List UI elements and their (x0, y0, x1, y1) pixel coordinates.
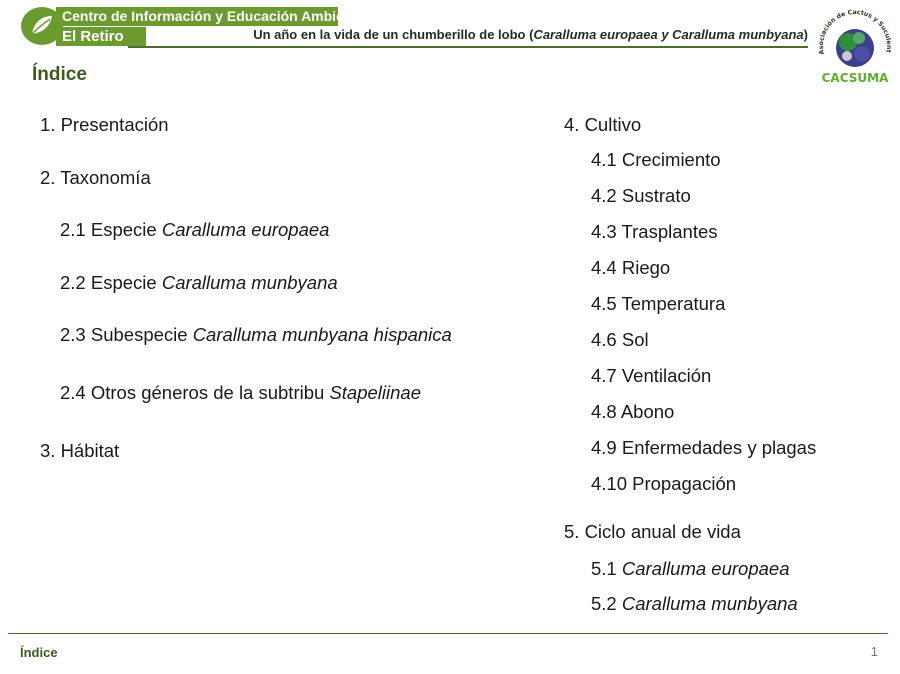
toc-item-2-3: 2.3 Subespecie Caralluma munbyana hispanica (60, 324, 452, 345)
toc-item-4-8: 4.8 Abono (591, 401, 675, 422)
toc-item-4-2: 4.2 Sustrato (591, 185, 691, 206)
toc-item-4: 4. Cultivo (564, 114, 642, 135)
toc-item-5: 5. Ciclo anual de vida (564, 521, 741, 542)
toc-item-2-4: 2.4 Otros géneros de la subtribu Stapeliinae (60, 382, 421, 403)
toc-item-2-2: 2.2 Especie Caralluma munbyana (60, 272, 338, 293)
logo-line-1: Centro de Información y Educación Ambiental (56, 7, 338, 26)
toc-item-2: 2. Taxonomía (40, 167, 151, 188)
cacsuma-logo (812, 4, 896, 88)
logo-line-2: El Retiro (56, 27, 146, 46)
toc-item-4-10: 4.10 Propagación (591, 473, 737, 494)
toc-item-5-2: 5.2 Caralluma munbyana (591, 593, 798, 614)
toc-item-1: 1. Presentación (40, 114, 169, 135)
presentation-subtitle: Un año en la vida de un chumberillo de lobo (Caralluma europaea y Caralluma munbyana) (253, 27, 808, 42)
toc-item-5-1: 5.1 Caralluma europaea (591, 558, 790, 579)
toc-item-4-9: 4.9 Enfermedades y plagas (591, 437, 817, 458)
toc-item-4-1: 4.1 Crecimiento (591, 149, 721, 170)
toc-item-4-6: 4.6 Sol (591, 329, 649, 350)
cacsuma-name: CACSUMA (821, 71, 889, 85)
toc-item-4-3: 4.3 Trasplantes (591, 221, 718, 242)
toc-item-4-5: 4.5 Temperatura (591, 293, 726, 314)
toc-item-4-7: 4.7 Ventilación (591, 365, 712, 386)
page-number: 1 (870, 644, 878, 659)
toc-item-4-4: 4.4 Riego (591, 257, 671, 278)
succulent-logo-icon (812, 4, 896, 88)
footer-divider (8, 633, 888, 634)
toc-item-3: 3. Hábitat (40, 440, 120, 461)
svg-text:Asociación de Cactus y Suculen: Asociación de Cactus y Suculent (817, 9, 893, 55)
header-divider (128, 46, 808, 48)
toc-item-2-1: 2.1 Especie Caralluma europaea (60, 219, 330, 240)
page-title: Índice (32, 64, 87, 85)
footer-section-label: Índice (20, 645, 58, 660)
